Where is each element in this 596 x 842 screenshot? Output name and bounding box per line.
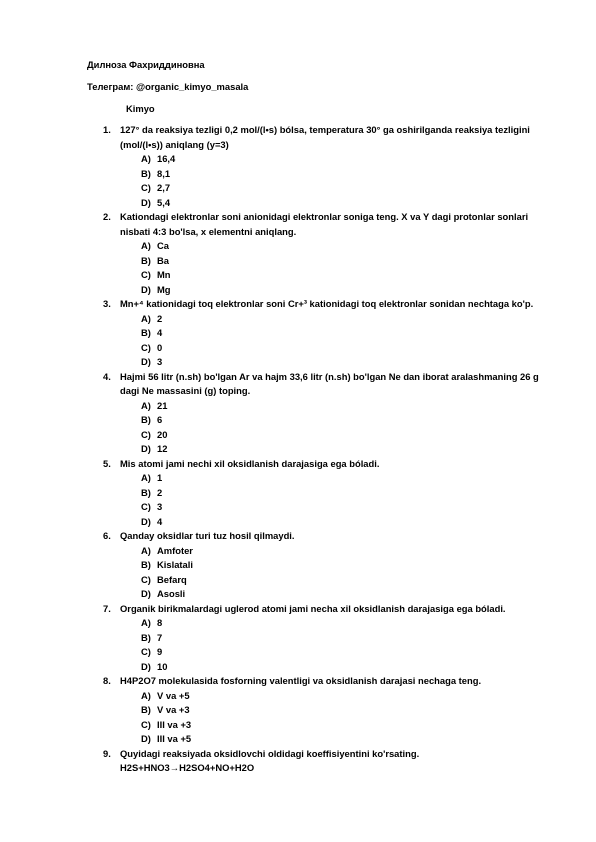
reaction-formula: H2S+HNO3→H2SO4+NO+H2O bbox=[120, 762, 255, 773]
answer-option bbox=[0, 254, 596, 269]
option-letter: B) bbox=[141, 631, 151, 643]
question-item bbox=[0, 747, 596, 776]
question-text: Organik birikmalardagi uglerod atomi jami necha xil oksidlanish darajasiga ega bóladi. bbox=[120, 602, 506, 614]
answer-option bbox=[0, 558, 596, 573]
answer-option bbox=[0, 587, 596, 602]
answer-option bbox=[0, 718, 596, 733]
option-text: 9 bbox=[157, 646, 163, 657]
answer-option bbox=[0, 732, 596, 747]
question-text: 127° da reaksiya tezligi 0,2 mol/(l•s) bólsa, temperatura 30° ga oshirilganda reaksiya tezligini (mol/(l•s)) aniqlang (y=3) bbox=[120, 124, 530, 150]
question-number: 1. bbox=[103, 124, 111, 135]
answer-option bbox=[0, 413, 596, 428]
option-text: Befarq bbox=[157, 573, 187, 585]
option-text: Ba bbox=[157, 254, 169, 266]
question-number: 9. bbox=[103, 747, 111, 759]
option-letter: A) bbox=[141, 312, 151, 324]
answer-option bbox=[0, 341, 596, 356]
answer-option bbox=[0, 631, 596, 646]
option-letter: C) bbox=[141, 573, 151, 585]
option-text: 20 bbox=[157, 428, 168, 440]
option-text: 8,1 bbox=[157, 167, 171, 179]
option-letter: A) bbox=[141, 153, 151, 164]
option-letter: A) bbox=[141, 544, 151, 556]
question-number: 8. bbox=[103, 675, 111, 686]
option-text: 21 bbox=[157, 399, 168, 411]
option-letter: C) bbox=[141, 428, 151, 440]
question-text: Hajmi 56 litr (n.sh) bo'lgan Ar va hajm 33,6 litr (n.sh) bo'lgan Ne dan iborat aralashmaning 26 g dagi Ne massasini (g) toping. bbox=[120, 370, 539, 396]
question-number: 3. bbox=[103, 298, 111, 309]
option-text: 4 bbox=[157, 327, 163, 338]
answer-option bbox=[0, 703, 596, 718]
option-letter: B) bbox=[141, 414, 151, 425]
answer-option bbox=[0, 544, 596, 559]
answer-option bbox=[0, 660, 596, 675]
option-text: 2 bbox=[157, 312, 163, 324]
option-letter: B) bbox=[141, 486, 151, 498]
option-text: 6 bbox=[157, 414, 163, 425]
question-item bbox=[0, 297, 596, 370]
option-text: 3 bbox=[157, 356, 163, 367]
answer-option bbox=[0, 283, 596, 298]
option-letter: C) bbox=[141, 718, 151, 730]
question-item bbox=[0, 674, 596, 747]
option-text: V va +5 bbox=[157, 689, 190, 701]
answer-option bbox=[0, 573, 596, 588]
answer-option bbox=[0, 442, 596, 457]
option-text: 12 bbox=[157, 443, 168, 454]
answer-option bbox=[0, 515, 596, 530]
option-letter: A) bbox=[141, 240, 151, 251]
question-item bbox=[0, 370, 596, 457]
option-text: Amfoter bbox=[157, 544, 193, 556]
question-number: 6. bbox=[103, 530, 111, 541]
question-item bbox=[0, 602, 596, 675]
answer-option bbox=[0, 167, 596, 182]
answer-option bbox=[0, 152, 596, 167]
option-letter: A) bbox=[141, 472, 151, 483]
option-letter: C) bbox=[141, 182, 151, 193]
option-letter: D) bbox=[141, 443, 151, 454]
option-letter: A) bbox=[141, 617, 151, 628]
option-text: 0 bbox=[157, 341, 163, 353]
option-letter: A) bbox=[141, 399, 151, 411]
option-text: 4 bbox=[157, 515, 163, 527]
option-letter: D) bbox=[141, 196, 151, 208]
answer-option bbox=[0, 399, 596, 414]
option-text: 10 bbox=[157, 660, 168, 672]
option-text: 2 bbox=[157, 486, 163, 498]
answer-option bbox=[0, 471, 596, 486]
option-letter: D) bbox=[141, 283, 151, 295]
option-letter: C) bbox=[141, 646, 151, 657]
question-item bbox=[0, 123, 596, 210]
option-letter: B) bbox=[141, 704, 151, 715]
option-letter: A) bbox=[141, 689, 151, 701]
option-letter: D) bbox=[141, 588, 151, 599]
subject-title: Kimyo bbox=[126, 103, 155, 114]
option-text: Ca bbox=[157, 240, 169, 251]
option-letter: C) bbox=[141, 341, 151, 353]
question-text: H4P2O7 molekulasida fosforning valentligi va oksidlanish darajasi nechaga teng. bbox=[120, 675, 482, 686]
option-letter: C) bbox=[141, 269, 151, 280]
option-text: Mg bbox=[157, 283, 171, 295]
author-name: Дилноза Фахриддиновна bbox=[87, 59, 205, 70]
option-text: 5,4 bbox=[157, 196, 171, 208]
option-text: Kislatali bbox=[157, 559, 193, 570]
question-text: Kationdagi elektronlar soni anionidagi elektronlar soniga teng. X va Y dagi protonlar sonlari nisbati 4:3 bo'lsa, x elementni aniqlang. bbox=[120, 211, 529, 237]
answer-option bbox=[0, 616, 596, 631]
option-letter: B) bbox=[141, 254, 151, 266]
answer-option bbox=[0, 312, 596, 327]
option-letter: B) bbox=[141, 327, 151, 338]
option-text: V va +3 bbox=[157, 704, 190, 715]
question-item bbox=[0, 529, 596, 602]
option-letter: B) bbox=[141, 167, 151, 179]
question-number: 5. bbox=[103, 457, 111, 469]
question-text: Qanday oksidlar turi tuz hosil qilmaydi. bbox=[120, 530, 295, 541]
option-letter: D) bbox=[141, 733, 151, 744]
answer-option bbox=[0, 355, 596, 370]
question-text: Quyidagi reaksiyada oksidlovchi oldidagi koeffisiyentini ko'rsating. bbox=[120, 747, 420, 759]
option-text: 16,4 bbox=[157, 153, 176, 164]
answer-option bbox=[0, 689, 596, 704]
option-letter: B) bbox=[141, 559, 151, 570]
option-letter: D) bbox=[141, 515, 151, 527]
option-text: III va +5 bbox=[157, 733, 192, 744]
option-letter: D) bbox=[141, 356, 151, 367]
question-item bbox=[0, 210, 596, 297]
answer-option bbox=[0, 196, 596, 211]
question-number: 7. bbox=[103, 602, 111, 614]
question-text: Mis atomi jami nechi xil oksidlanish darajasiga ega bóladi. bbox=[120, 457, 380, 469]
option-letter: C) bbox=[141, 501, 151, 512]
telegram-handle: Телеграм: @organic_kimyo_masala bbox=[87, 81, 249, 92]
option-text: III va +3 bbox=[157, 718, 192, 730]
answer-option bbox=[0, 326, 596, 341]
option-text: Asosli bbox=[157, 588, 186, 599]
option-text: 1 bbox=[157, 472, 163, 483]
answer-option bbox=[0, 181, 596, 196]
option-text: Mn bbox=[157, 269, 171, 280]
answer-option bbox=[0, 486, 596, 501]
answer-option bbox=[0, 428, 596, 443]
question-number: 4. bbox=[103, 370, 111, 382]
question-text: Mn+⁴ kationidagi toq elektronlar soni Cr+³ kationidagi toq elektronlar sonidan nechtaga ko'p. bbox=[120, 298, 534, 309]
option-text: 2,7 bbox=[157, 182, 171, 193]
question-list bbox=[0, 123, 596, 776]
option-text: 7 bbox=[157, 631, 163, 643]
question-number: 2. bbox=[103, 211, 111, 222]
option-letter: D) bbox=[141, 660, 151, 672]
answer-option bbox=[0, 500, 596, 515]
answer-option bbox=[0, 645, 596, 660]
answer-option bbox=[0, 239, 596, 254]
option-text: 3 bbox=[157, 501, 163, 512]
answer-option bbox=[0, 268, 596, 283]
question-item bbox=[0, 457, 596, 530]
option-text: 8 bbox=[157, 617, 163, 628]
